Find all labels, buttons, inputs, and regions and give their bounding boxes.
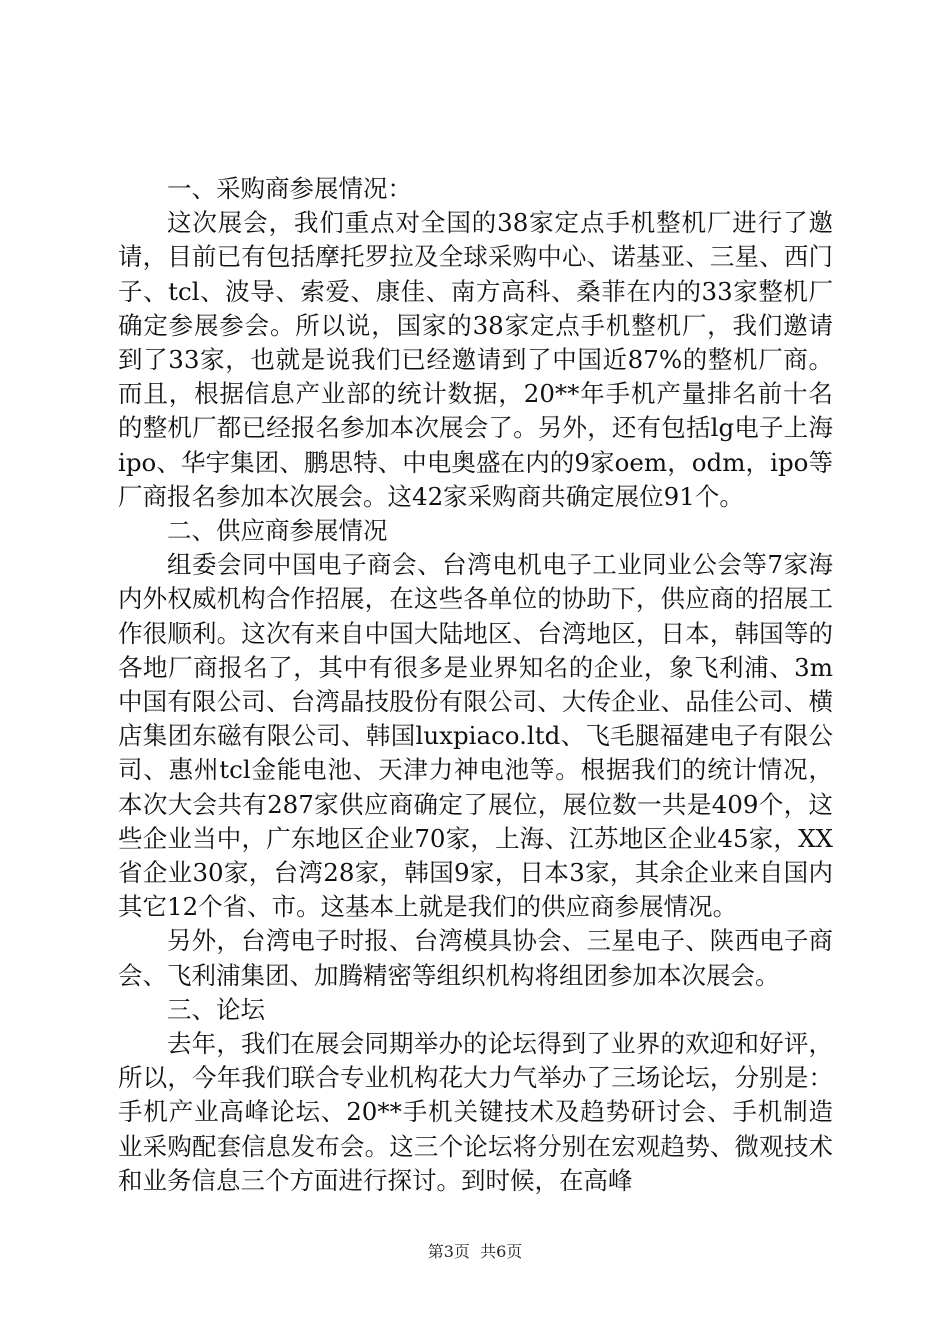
section-heading-forum: 三、论坛 [167, 994, 265, 1024]
paragraph-organizations: 另外，台湾电子时报、台湾模具协会、三星电子、陕西电子商会、飞利浦集团、加腾精密等组织机构将组团参加本次展会。 [118, 926, 833, 990]
document-body [118, 172, 833, 1198]
section-heading-buyers: 一、采购商参展情况： [167, 174, 412, 203]
paragraph-buyers: 这次展会，我们重点对全国的38家定点手机整机厂进行了邀请，目前已有包括摩托罗拉及全球采购中心、诺基亚、三星、西门子、tcl、波导、索爱、康佳、南方高科、桑菲在内的33家整机厂确定参展参会。所以说，国家的38家定点手机整机厂，我们邀请到了33家，也就是说我们已经邀请到了中国近87%的整机厂商。而且，根据信息产业部的统计数据，20**年手机产量排名前十名的整机厂都已经报名参加本次展会了。另外，还有包括lg电子上海ipo、华宇集团、鹏思特、中电奥盛在内的9家oem，odm，ipo等厂商报名参加本次展会。这42家采购商共确定展位91个。 [118, 208, 833, 511]
section-heading-suppliers: 二、供应商参展情况 [167, 516, 388, 546]
page-number: 第3页 [427, 1242, 470, 1261]
paragraph-suppliers: 组委会同中国电子商会、台湾电机电子工业同业公会等7家海内外权威机构合作招展，在这些各单位的协助下，供应商的招展工作很顺利。这次有来自中国大陆地区、台湾地区，日本，韩国等的各地厂商报名了，其中有很多是业界知名的企业，象飞利浦、3m中国有限公司、台湾晶技股份有限公司、大传企业、品佳公司、横店集团东磁有限公司、韩国luxpiaco.ltd、飞毛腿福建电子有限公司、惠州tcl金能电池、天津力神电池等。根据我们的统计情况，本次大会共有287家供应商确定了展位，展位数一共是409个，这些企业当中，广东地区企业70家，上海、江苏地区企业45家，XX省企业30家，台湾28家，韩国9家，日本3家，其余企业来自国内其它12个省、市。这基本上就是我们的供应商参展情况。 [118, 550, 833, 922]
page-total: 共6页 [480, 1242, 523, 1261]
page-footer [0, 1242, 950, 1262]
paragraph-forum: 去年，我们在展会同期举办的论坛得到了业界的欢迎和好评，所以，今年我们联合专业机构花大力气举办了三场论坛，分别是：手机产业高峰论坛、20**手机关键技术及趋势研讨会、手机制造业采购配套信息发布会。这三个论坛将分别在宏观趋势、微观技术和业务信息三个方面进行探讨。到时候，在高峰 [118, 1029, 833, 1195]
